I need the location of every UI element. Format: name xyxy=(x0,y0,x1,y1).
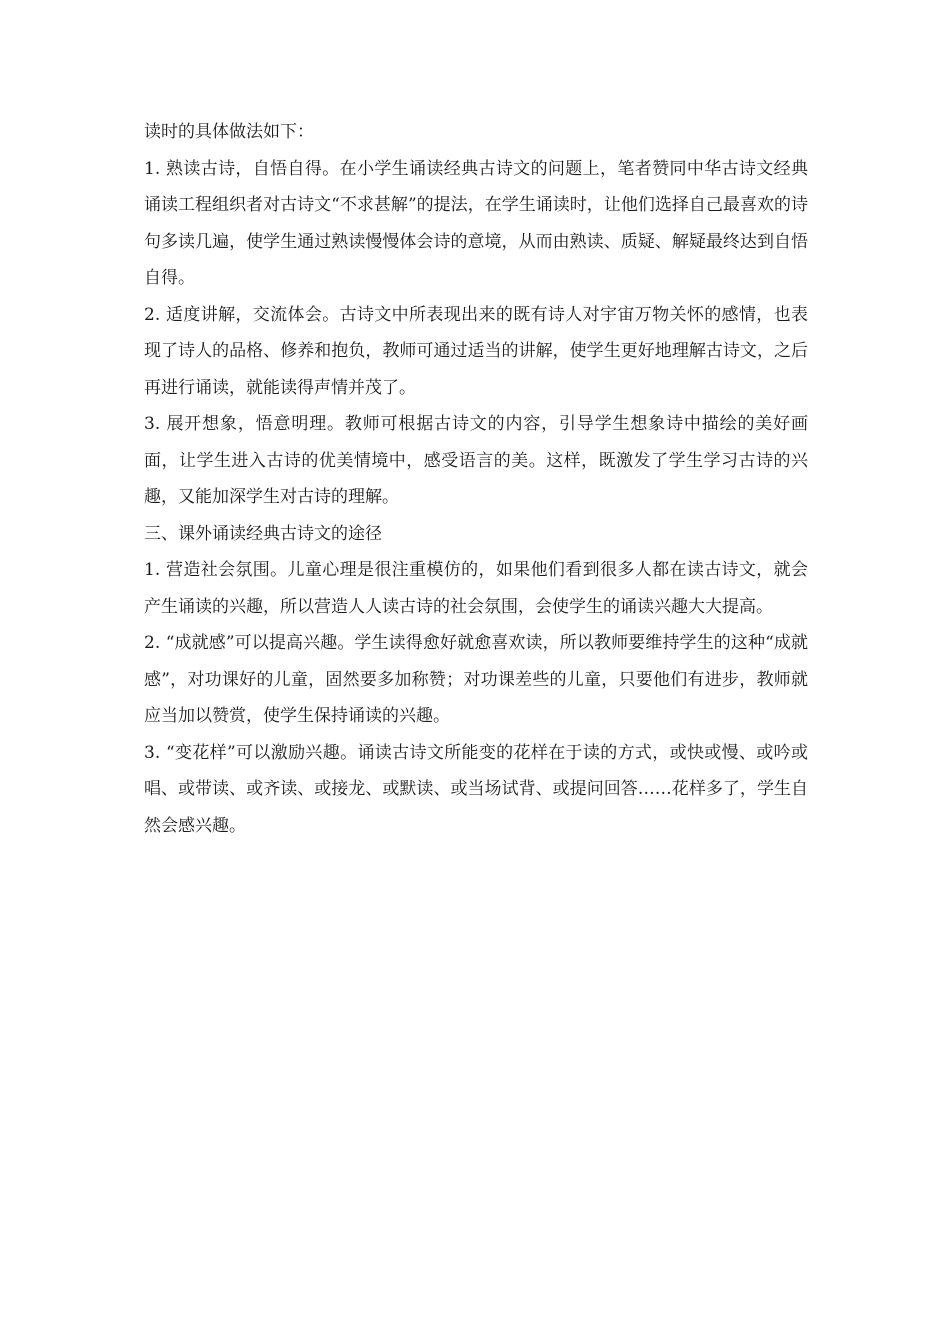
section-heading: 三、课外诵读经典古诗文的途径 xyxy=(144,523,382,544)
paragraph-outside-3: 3. “变花样”可以激励兴趣。诵读古诗文所能变的花样在于读的方式，或快或慢、或吟或唱、或带读、或齐读、或接龙、或默读、或当场试背、或提问回答……花样多了，学生自然会感兴趣。 xyxy=(144,742,808,836)
paragraph-item-2: 2. 适度讲解，交流体会。古诗文中所表现出来的既有诗人对宇宙万物关怀的感情，也表现了诗人的品格、修养和抱负，教师可通过适当的讲解，使学生更好地理解古诗文，之后再进行诵读，就能读得声情并茂了。 xyxy=(144,304,808,398)
paragraph-item-1: 1. 熟读古诗，自悟自得。在小学生诵读经典古诗文的问题上，笔者赞同中华古诗文经典诵读工程组织者对古诗文“不求甚解”的提法，在学生诵读时，让他们选择自己最喜欢的诗句多读几遍，使学生通过熟读慢慢体会诗的意境，从而由熟读、质疑、解疑最终达到自悟自得。 xyxy=(144,158,808,288)
paragraph-item-3: 3. 展开想象，悟意明理。教师可根据古诗文的内容，引导学生想象诗中描绘的美好画面，让学生进入古诗的优美情境中，感受语言的美。这样，既激发了学生学习古诗的兴趣，又能加深学生对古诗的理解。 xyxy=(144,414,808,507)
paragraph-outside-2: 2. “成就感”可以提高兴趣。学生读得愈好就愈喜欢读，所以教师要维持学生的这种“成就感”，对功课好的儿童，固然要多加称赞；对功课差些的儿童，只要他们有进步，教师就应当加以赞赏，使学生保持诵读的兴趣。 xyxy=(144,633,808,726)
paragraph-intro: 读时的具体做法如下： xyxy=(144,122,314,142)
paragraph-outside-1: 1. 营造社会氛围。儿童心理是很注重模仿的，如果他们看到很多人都在读古诗文，就会产生诵读的兴趣，所以营造人人读古诗的社会氛围，会使学生的诵读兴趣大大提高。 xyxy=(144,560,808,617)
document-body xyxy=(144,114,808,844)
